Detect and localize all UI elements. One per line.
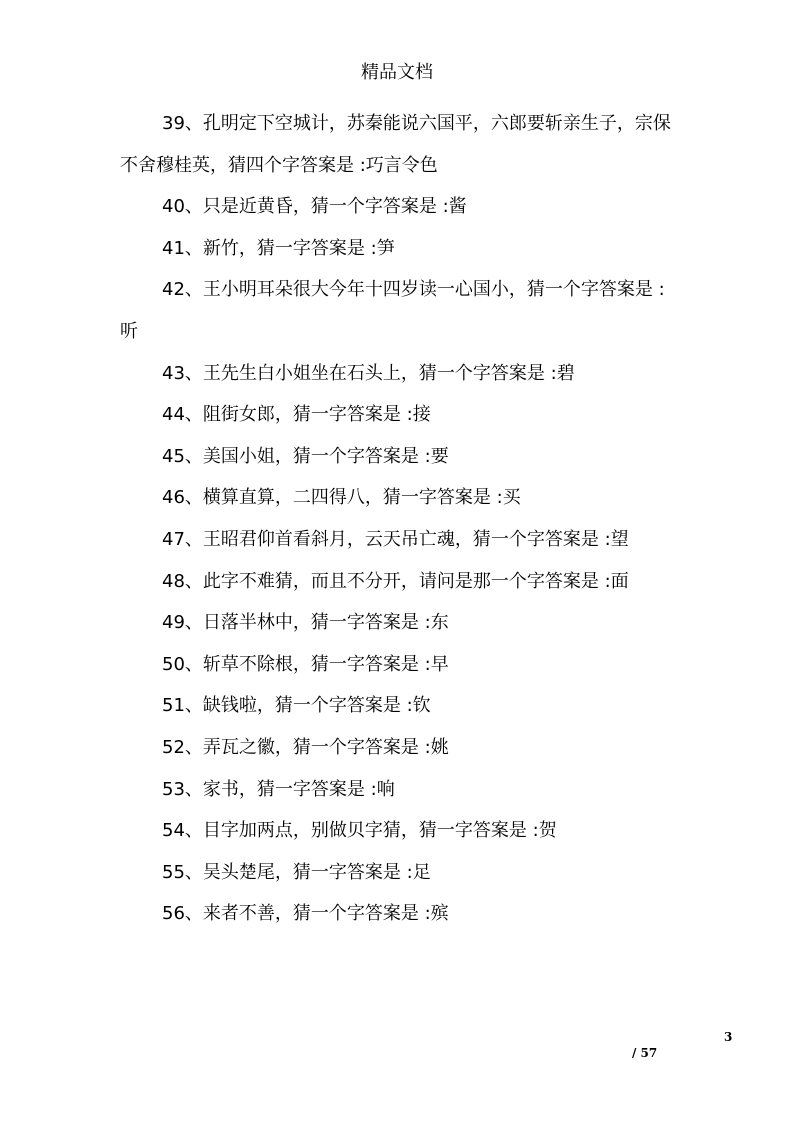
riddle-item-45: 45、美国小姐，猜一个字答案是 :要 — [162, 445, 449, 467]
riddle-item-54: 54、目字加两点，别做贝字猜，猜一字答案是 :贺 — [162, 820, 557, 842]
riddle-item-49: 49、日落半林中，猜一字答案是 :东 — [162, 612, 449, 634]
page-total: / 57 — [632, 1046, 658, 1060]
riddle-item-46: 46、横算直算，二四得八，猜一字答案是 :买 — [162, 487, 521, 509]
riddle-item-43: 43、王先生白小姐坐在石头上，猜一个字答案是 :碧 — [162, 362, 575, 384]
riddle-item-48: 48、此字不难猜，而且不分开，请问是那一个字答案是 :面 — [162, 570, 629, 592]
riddle-item-56: 56、来者不善，猜一个字答案是 :殡 — [162, 903, 449, 925]
page-number: 3 — [724, 1030, 733, 1044]
riddle-item-55: 55、吴头楚尾，猜一字答案是 :足 — [162, 861, 431, 883]
riddle-item-39: 39、孔明定下空城计，苏秦能说六国平，六郎要斩亲生子，宗保不舍穆桂英，猜四个字答案是 :巧言令色 — [120, 113, 671, 176]
riddle-item-52: 52、弄瓦之徽，猜一个字答案是 :姚 — [162, 736, 449, 758]
page-header-title: 精品文档 — [361, 62, 433, 83]
riddle-item-40: 40、只是近黄昏，猜一个字答案是 :酱 — [162, 196, 467, 218]
riddle-item-44: 44、阻街女郎，猜一字答案是 :接 — [162, 404, 431, 426]
riddle-item-47: 47、王昭君仰首看斜月，云天吊亡魂，猜一个字答案是 :望 — [162, 528, 629, 550]
riddle-item-42: 42、王小明耳朵很大今年十四岁读一心国小，猜一个字答案是 :听 — [120, 279, 665, 342]
riddle-list — [120, 103, 680, 935]
riddle-item-53: 53、家书，猜一字答案是 :响 — [162, 778, 395, 800]
riddle-item-50: 50、斩草不除根，猜一字答案是 :早 — [162, 653, 449, 675]
riddle-item-51: 51、缺钱啦，猜一个字答案是 :钦 — [162, 695, 431, 717]
riddle-item-41: 41、新竹，猜一字答案是 :笋 — [162, 237, 395, 259]
